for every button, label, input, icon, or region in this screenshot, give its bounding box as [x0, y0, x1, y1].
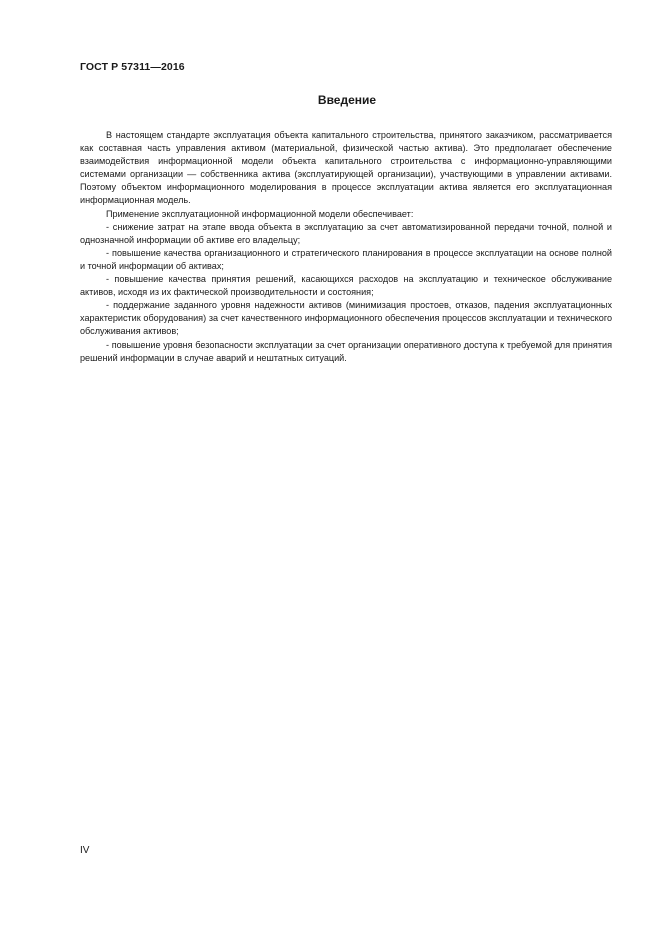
section-title: Введение: [317, 93, 377, 107]
document-standard-id: ГОСТ Р 57311—2016: [80, 61, 185, 73]
list-item-cost-reduction: - снижение затрат на этапе ввода объекта в эксплуатацию за счет автоматизированной передачи точной, полной и однозначной информации об активе его владельцу;: [80, 221, 612, 245]
page-number: IV: [80, 845, 90, 856]
paragraph-intro: В настоящем стандарте эксплуатация объекта капитального строительства, принятого заказчиком, рассматривается как составная часть управления активом (материальной, физической частью актива). Это предполагает обеспечение взаимодействия информационной модели объекта капитального строительства с информационно-управляющими системами организации — собственника актива (эксплуатирующей организации), участвующими в управлении активами. Поэтому объектом информационного моделирования в процессе эксплуатации актива является его эксплуатационная информационная модель.: [80, 130, 612, 206]
list-item-safety: - повышение уровня безопасности эксплуатации за счет организации оперативного доступа к требуемой для принятия решений информации в случае аварий и нештатных ситуаций.: [80, 339, 612, 363]
paragraph-benefits-lead: Применение эксплуатационной информационной модели обеспечивает:: [106, 208, 414, 219]
body-text: [80, 129, 612, 365]
list-item-reliability: - поддержание заданного уровня надежности активов (минимизация простоев, отказов, падения эксплуатационных характеристик оборудования) за счет качественного информационного обеспечения процессов эксплуатации и технического обслуживания активов;: [80, 300, 612, 337]
list-item-planning-quality: - повышение качества организационного и стратегического планирования в процессе эксплуатации на основе полной и точной информации об активах;: [80, 247, 612, 271]
list-item-decision-quality: - повышение качества принятия решений, касающихся расходов на эксплуатацию и техническое обслуживание активов, исходя из их фактической производительности и состояния;: [80, 274, 612, 298]
